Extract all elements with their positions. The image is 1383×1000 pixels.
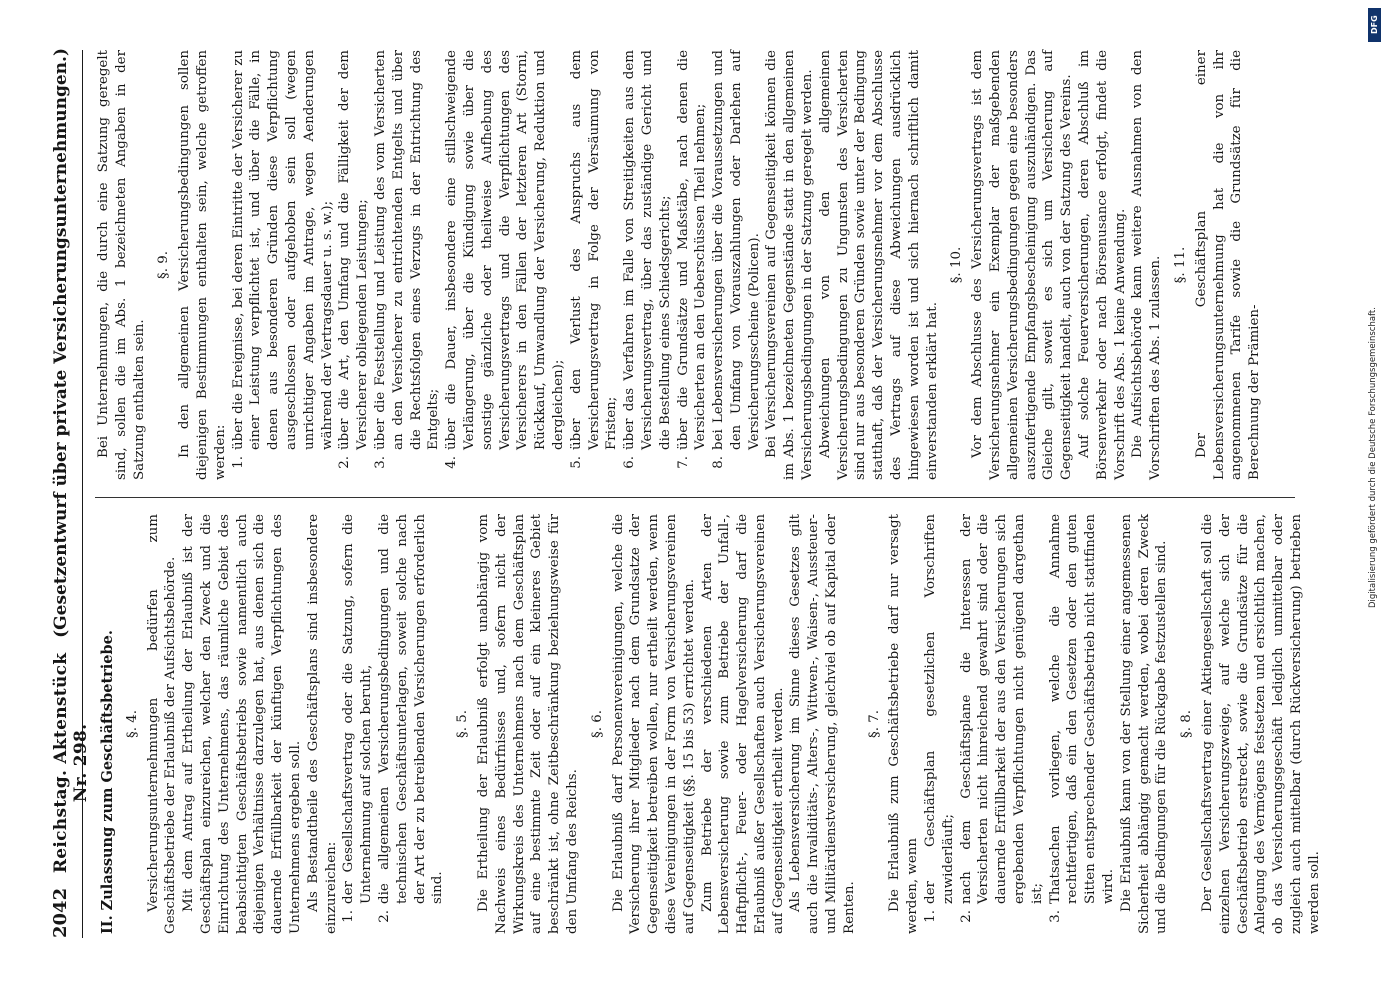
paragraph: Als Lebensversicherung im Sinne dieses Gesetzes gilt auch die Invaliditäts-, Alters-, Wittwen-, Waisen-, Aussteuer- und Militärdienstversicherung, gleichviel ob auf Kapital oder Renten. xyxy=(788,514,857,934)
list-item-number: 4. xyxy=(444,456,460,469)
page-header xyxy=(50,48,91,938)
list-item-text: über die Art, den Umfang und die Fälligkeit der dem Versicherer obliegenden Leistungen; xyxy=(337,50,371,450)
paragraph: Versicherungsunternehmungen bedürfen zum Geschäftsbetriebe der Erlaubniß der Aufsichtsbehörde. xyxy=(145,514,179,934)
paragraph: Bei Unternehmungen, die durch eine Satzung geregelt sind, sollen die im Abs. 1 bezeichneten Angaben in der Satzung enthalten sein. xyxy=(96,50,147,480)
list-item xyxy=(443,50,568,480)
list-item-text: nach dem Geschäftsplane die Interessen der Versicherten nicht hinreichend gewahrt sind oder die dauernde Erfüllbarkeit der aus den Versicherungen sich ergebenden Verpflichtungen nicht genügend dargethan ist; xyxy=(958,514,1045,904)
list-item xyxy=(230,50,337,480)
header-title: Reichstag. Aktenstück Nr. 298. xyxy=(51,652,91,874)
paragraph: Bei Versicherungsvereinen auf Gegenseitigkeit können die im Abs. 1 bezeichneten Gegenstände statt in den allgemeinen Versicherungsbedingungen in der Satzung geregelt werden. xyxy=(764,50,816,480)
section-heading: §. 9. xyxy=(156,251,172,279)
list-item-text: über die Feststellung und Leistung des vom Versicherten an den Versicherer zu entrichtenden Entgelts und über die Rechtsfolgen eines Verzugs in der Entrichtung des Entgelts; xyxy=(372,50,442,450)
list-item-text: bei Lebensversicherungen über die Voraussetzungen und den Umfang von Vorauszahlungen oder Darlehen auf Versicherungsscheine (Policen). xyxy=(711,50,762,450)
list-item-text: über die Grundsätze und Maßstäbe, nach denen die Versicherten an den Ueberschüssen Theil nehmen; xyxy=(675,50,709,450)
paragraph: Mit dem Antrag auf Ertheilung der Erlaubniß ist der Geschäftsplan einzureichen, welcher den Zweck und die Einrichtung des Unternehmens, das räumliche Gebiet des beabsichtigten Geschäftsbetriebs sowie namentlich auch diejenigen Verhältnisse darzulegen hat, aus denen sich die dauernde Erfüllbarkeit der künftigen Verpflichtungen des Unternehmens ergeben soll. xyxy=(181,514,303,934)
paragraph: In den allgemeinen Versicherungsbedingungen sollen diejenigen Bestimmungen enthalten sein, welche getroffen werden: xyxy=(177,50,228,480)
list-item-number: 5. xyxy=(568,456,584,469)
header-subtitle: (Gesetzentwurf über private Versicherungsunternehmungen.) xyxy=(51,48,71,638)
list-item-text: der Gesellschaftsvertrag oder die Satzung, sofern die Unternehmung auf solchen beruht, xyxy=(341,514,375,904)
list-item xyxy=(958,514,1047,934)
paragraph: Als Bestandtheile des Geschäftsplans sind insbesondere einzureichen: xyxy=(305,514,339,934)
list-item xyxy=(372,50,443,480)
list-item-number: 2. xyxy=(376,910,392,923)
list-item xyxy=(710,50,763,480)
list-item xyxy=(376,514,447,934)
list-item-number: 2. xyxy=(337,456,353,469)
list-item-text: über die Ereignisse, bei deren Eintritte der Versicherer zu einer Leistung verpflichtet ist, und über die Fälle, in denen aus besonderen Gründen diese Verpflichtung ausgeschlossen oder aufgehoben sein soll (wegen unrichtiger Angaben im Antrage, wegen Aenderungen während der Vertragsdauer u. s. w.); xyxy=(230,50,335,450)
paragraph: Die Erlaubniß kann von der Stellung einer angemessenen Sicherheit abhängig gemacht werden, wobei deren Zweck und die Bedingungen für die Rückgabe festzustellen sind. xyxy=(1118,514,1170,934)
section-heading: §. 7. xyxy=(866,710,882,738)
paragraph: Die Erlaubniß darf Personenvereinigungen, welche die Versicherung ihrer Mitglieder nach dem Grundsatze der Gegenseitigkeit betreiben wollen, nur ertheilt werden, wenn diese Vereinigungen in der Form von Versicherungsvereinen auf Gegenseitigkeit (§§. 15 bis 53) errichtet werden. xyxy=(610,514,697,934)
list-item-number: 1. xyxy=(923,910,939,923)
list-item-text: über das Verfahren im Falle von Streitigkeiten aus dem Versicherungsvertrag, über das zuständige Gericht und die Bestellung eines Schiedsgerichts; xyxy=(622,50,673,450)
list-item xyxy=(675,50,711,480)
list-item-number: 6. xyxy=(622,456,638,469)
paragraph: Die Aufsichtsbehörde kann weitere Ausnahmen von den Vorschriften des Abs. 1 zulassen. xyxy=(1130,50,1164,480)
list-item-number: 1. xyxy=(341,910,357,923)
paragraph: Zum Betriebe der verschiedenen Arten der Lebensversicherung sowie zum Betriebe der Unfall-, Haftpflicht-, Feuer- oder Hagelversicherung darf die Erlaubniß außer Gesellschaften auch Versicherungsvereinen auf Gegenseitigkeit ertheilt werden. xyxy=(699,514,786,934)
paragraph: Die Ertheilung der Erlaubniß erfolgt unabhängig vom Nachweis eines Bedürfnisses und, sofern nicht der Wirkungskreis des Unternehmens nach dem Geschäftsplan auf eine bestimmte Zeit oder auf ein kleineres Gebiet beschränkt ist, ohne Zeitbeschränkung beziehungsweise für den Umfang des Reichs. xyxy=(475,514,580,934)
list-item-number: 3. xyxy=(372,456,388,469)
list-item xyxy=(340,514,376,934)
list-item xyxy=(336,50,372,480)
paragraph: Vor dem Abschlusse des Versicherungsvertrags ist dem Versicherungsnehmer ein Exemplar der maßgebenden allgemeinen Versicherungsbedingungen gegen eine besonders auszufertigende Empfangsbescheinigung auszuhändigen. Das Gleiche gilt, soweit es sich um Versicherung auf Gegenseitigkeit handelt, auch von der Satzung des Vereins. xyxy=(970,50,1075,480)
paragraph: Abweichungen von den allgemeinen Versicherungsbedingungen zu Ungunsten des Versicherten sind nur aus besonderen Gründen sowie unter der Bedingung statthaft, daß der Versicherungsnehmer vor dem Abschlusse des Vertrags auf diese Abweichungen ausdrücklich hingewiesen worden ist und sich hiernach schriftlich damit einverstanden erklärt hat. xyxy=(817,50,940,480)
list-item xyxy=(922,514,958,934)
list-item xyxy=(1047,514,1118,934)
section-heading: §. 11. xyxy=(1173,246,1189,284)
left-column xyxy=(95,514,1322,934)
list-item-number: 8. xyxy=(711,456,727,469)
list-item-text: über die Dauer, insbesondere eine stillschweigende Verlängerung, über die Kündigung sowie über die sonstige gänzliche oder theilweise Aufhebung des Versicherungsvertrags und die Verpflichtungen des Versicherers in den Fällen der letzteren Art (Storni, Rückkauf, Umwandlung der Versicherung, Reduktion und dergleichen); xyxy=(444,50,566,450)
column-divider xyxy=(95,497,1295,498)
page-number: 2042 xyxy=(50,887,71,938)
paragraph: Der Gesellschaftsvertrag einer Aktiengesellschaft soll die einzelnen Versicherungszweige, auf welche sich der Geschäftsbetrieb erstreckt, sowie die Grundsätze für die Anlegung des Vermögens festsetzen und ersichtlich machen, ob das Versicherungsgeschäft lediglich unmittelbar oder zugleich auch mittelbar (durch Rückversicherung) betrieben werden soll. xyxy=(1200,514,1322,934)
paragraph: Die Erlaubniß zum Geschäftsbetriebe darf nur versagt werden, wenn xyxy=(887,514,921,934)
digitization-credit: Digitalisierung gefördert durch die Deutsche Forschungsgemeinschaft. xyxy=(1368,307,1378,608)
section-heading: §. 8. xyxy=(1179,710,1195,738)
list-item-text: der Geschäftsplan gesetzlichen Vorschriften zuwiderläuft; xyxy=(923,514,956,904)
section-heading: §. 6. xyxy=(589,710,605,738)
right-column xyxy=(95,50,1300,480)
list-item-text: Thatsachen vorliegen, welche die Annahme rechtfertigen, daß ein den Gesetzen oder den guten Sitten entsprechender Geschäftsbetrieb nicht stattfinden wird. xyxy=(1047,514,1117,904)
list-item xyxy=(568,50,621,480)
section-heading: §. 4. xyxy=(124,710,140,738)
list-item-number: 2. xyxy=(958,910,974,923)
list-item-number: 1. xyxy=(230,456,246,469)
section-heading: §. 5. xyxy=(455,710,471,738)
list-item-text: die allgemeinen Versicherungsbedingungen und die technischen Geschäftsunterlagen, soweit solche nach der Art der zu betreibenden Versicherungen erforderlich sind. xyxy=(376,514,446,904)
list-item xyxy=(621,50,674,480)
section-title: II. Zulassung zum Geschäftsbetriebe. xyxy=(99,630,116,934)
section-heading: §. 10. xyxy=(949,246,965,284)
paragraph: Auf solche Feuerversicherungen, deren Abschluß im Börsenverkehr oder nach Börsenusance erfolgt, findet die Vorschrift des Abs. 1 keine Anwendung. xyxy=(1077,50,1128,480)
paragraph: Der Geschäftsplan einer Lebensversicherungsunternehmung hat die von ihr angenommenen Tarife sowie die Grundsätze für die Berechnung der Prämien- xyxy=(1193,50,1263,480)
list-item-text: über den Verlust des Anspruchs aus dem Versicherungsvertrag in Folge der Versäumung von Fristen; xyxy=(568,50,620,450)
header-rule xyxy=(82,50,83,938)
dfg-logo: DFG xyxy=(1368,8,1381,42)
list-item-number: 7. xyxy=(675,456,691,469)
list-item-number: 3. xyxy=(1047,910,1063,923)
